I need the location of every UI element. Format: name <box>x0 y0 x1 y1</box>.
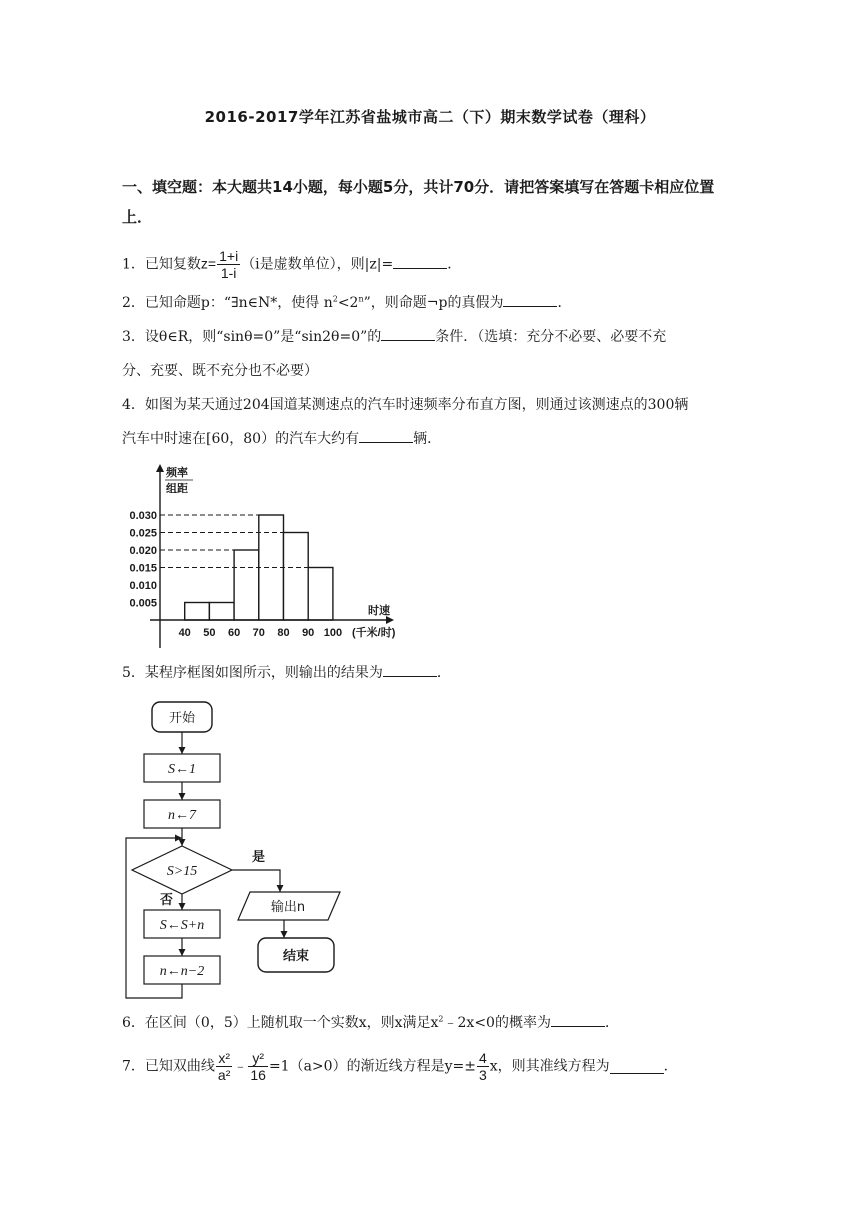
q3-line1b: 条件．（选填：充分不必要、必要不充 <box>435 329 667 345</box>
histogram-y-tick-label: 0.025 <box>129 527 157 540</box>
q5-answer-blank[interactable] <box>383 662 437 677</box>
q1-numerator: 1+i <box>219 248 239 264</box>
q2-sup1: 2 <box>332 294 338 304</box>
q7-f2-den: 16 <box>250 1067 266 1083</box>
q1-end: ． <box>447 256 462 273</box>
question-5 <box>122 662 451 684</box>
q5-end: ． <box>436 665 451 681</box>
q7-suffix: x，则其准线方程为 <box>489 1058 610 1075</box>
histogram-y-tick-label: 0.030 <box>129 510 157 522</box>
q7-fraction-2 <box>248 1050 268 1083</box>
histogram-bar <box>284 533 309 621</box>
histogram-bar <box>209 603 234 621</box>
histogram-x-unit: (千米/时) <box>352 627 396 639</box>
q7-fraction-1 <box>216 1050 232 1083</box>
q7-f2-num: y² <box>248 1050 268 1067</box>
histogram-x-axis-arrow <box>386 616 394 624</box>
section-heading <box>122 172 752 232</box>
q4-line1: 4．如图为某天通过204国道某测速点的汽车时速频率分布直方图，则通过该测速点的300辆 <box>122 397 689 413</box>
q5-prefix: 5．某程序框图如图所示，则输出的结果为 <box>122 665 383 681</box>
q2-prefix: 2．已知命题p：“∃n∈N*，使得 n <box>122 295 333 311</box>
q2-mid: <2 <box>337 295 359 311</box>
q2-answer-blank[interactable] <box>503 292 557 307</box>
q4-line2a: 汽车中时速在[60，80）的汽车大约有 <box>122 431 360 447</box>
histogram-y-tick-label: 0.010 <box>129 580 157 592</box>
flow-n-init-label: n←7 <box>168 808 196 823</box>
q7-end: ． <box>663 1058 678 1075</box>
histogram-x-tick-label: 40 <box>178 627 191 639</box>
q6-sup: 2 <box>438 1014 444 1024</box>
section-heading-line1: 一、填空题：本大题共14小题，每小题5分，共计70分．请把答案填写在答题卡相应位置 <box>122 178 715 196</box>
flow-arrow-yes <box>232 870 280 892</box>
question-2 <box>122 292 571 314</box>
question-3 <box>122 322 666 386</box>
q3-answer-blank[interactable] <box>381 326 435 341</box>
page-title: 2016-2017学年江苏省盐城市高二（下）期末数学试卷（理科） <box>204 108 656 126</box>
q3-line1a: 3．设θ∈R，则“sinθ=0”是“sin2θ=0”的 <box>122 329 382 345</box>
histogram-chart <box>120 458 430 654</box>
q3-line2: 分、充要、既不充分也不必要） <box>122 363 318 379</box>
histogram-x-tick-label: 70 <box>252 627 265 639</box>
histogram-y-axis-arrow <box>156 464 164 472</box>
q2-end: ． <box>557 295 572 311</box>
flow-end-label: 结束 <box>282 949 310 964</box>
q1-denominator: 1-i <box>220 265 237 281</box>
question-6 <box>122 1012 619 1034</box>
flow-s-update-label: S←S+n <box>159 918 205 933</box>
q2-sup2: n <box>358 294 364 304</box>
q1-fraction <box>217 248 240 281</box>
histogram-x-tick-label: 90 <box>302 627 315 639</box>
q1-answer-blank[interactable] <box>393 254 447 269</box>
histogram-x-tick-label: 50 <box>203 627 216 639</box>
histogram-bar <box>185 603 210 621</box>
flow-yes-label: 是 <box>252 850 266 865</box>
q1-z: z= <box>200 255 217 272</box>
flow-n-update-label: n←n−2 <box>159 964 205 979</box>
q7-f1-den: a² <box>217 1067 231 1083</box>
histogram-y-tick-label: 0.020 <box>129 545 157 557</box>
q4-line2b: 辆． <box>413 431 442 447</box>
q4-answer-blank[interactable] <box>359 428 413 443</box>
histogram-x-tick-label: 60 <box>227 627 241 639</box>
flowchart <box>118 696 358 1006</box>
histogram-y-label-bottom: 组距 <box>166 483 188 495</box>
q7-minus: ﹣ <box>233 1058 248 1075</box>
q1-prefix: 1．已知复数 <box>122 256 201 273</box>
histogram-x-tick-label: 100 <box>323 627 343 639</box>
flow-no-label: 否 <box>160 893 174 908</box>
flow-output-label: 输出n <box>270 900 306 915</box>
q7-mid: =1（a>0）的渐近线方程是y=± <box>268 1058 476 1075</box>
histogram-y-tick-label: 0.005 <box>129 597 157 610</box>
q7-fraction-3 <box>477 1050 489 1083</box>
q7-answer-blank[interactable] <box>610 1059 664 1074</box>
q1-suffix: （i是虚数单位），则|z|= <box>241 256 394 273</box>
q6-suffix: ﹣2x<0的概率为 <box>443 1015 551 1031</box>
histogram-x-tick-label: 80 <box>277 627 290 639</box>
histogram-y-label-top: 频率 <box>166 467 188 479</box>
histogram-bar <box>234 550 259 620</box>
question-4 <box>122 390 688 454</box>
question-1 <box>122 248 461 281</box>
histogram-x-label: 时速 <box>368 605 390 617</box>
q2-suffix: ”，则命题¬p的真假为 <box>363 295 504 311</box>
q7-f3-den: 3 <box>478 1067 487 1083</box>
flow-s-init-label: S←1 <box>168 762 196 777</box>
q7-prefix: 7．已知双曲线 <box>122 1058 215 1075</box>
flow-condition-label: S>15 <box>166 864 198 879</box>
histogram-y-tick-label: 0.015 <box>129 562 157 575</box>
histogram-bar <box>308 568 333 621</box>
q6-prefix: 6．在区间（0，5）上随机取一个实数x，则x满足x <box>122 1015 439 1031</box>
q6-answer-blank[interactable] <box>551 1012 605 1027</box>
q7-f3-num: 4 <box>478 1050 487 1066</box>
q6-end: ． <box>604 1015 619 1031</box>
q7-f1-num: x² <box>216 1050 232 1067</box>
flow-start-label: 开始 <box>168 711 196 726</box>
question-7 <box>122 1050 678 1083</box>
section-heading-line2: 上． <box>122 208 153 226</box>
histogram-bar <box>259 515 284 620</box>
